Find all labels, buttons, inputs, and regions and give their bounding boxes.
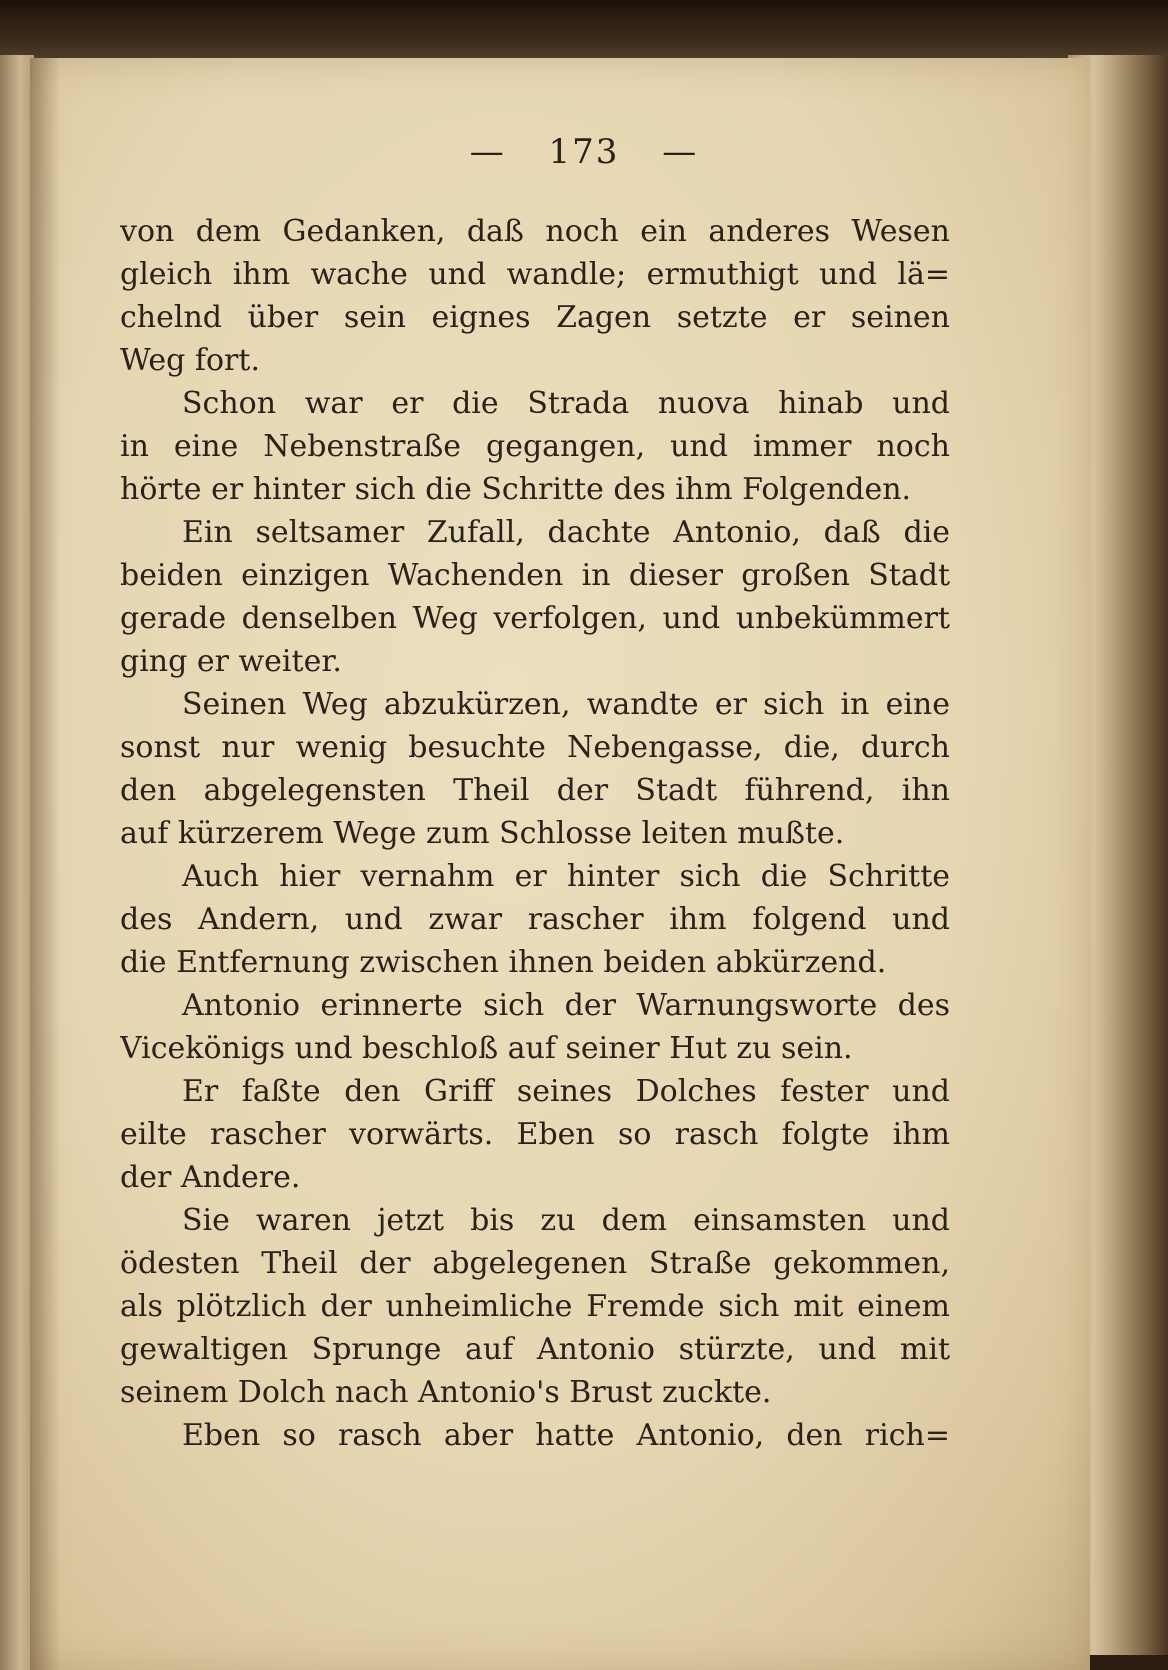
text-line: gewaltigen Sprunge auf Antonio stürzte, und mit — [120, 1332, 950, 1367]
header-dash-right: — — [662, 132, 699, 172]
page-header — [0, 132, 1168, 172]
header-dash-left: — — [469, 132, 506, 172]
text-line: Auch hier vernahm er hinter sich die Schritte — [182, 859, 950, 894]
text-line: Ein seltsamer Zufall, dachte Antonio, daß die — [182, 515, 950, 550]
text-line: in eine Nebenstraße gegangen, und immer noch — [120, 429, 950, 464]
text-line: auf kürzerem Wege zum Schlosse leiten mußte. — [120, 816, 845, 851]
gutter-shadow — [30, 58, 60, 1670]
text-line: Weg fort. — [120, 343, 260, 378]
text-line: des Andern, und zwar rascher ihm folgend und — [120, 902, 950, 937]
facing-page-edge — [0, 55, 34, 1670]
text-line: ödesten Theil der abgelegenen Straße gekommen, — [120, 1246, 950, 1281]
text-line: sonst nur wenig besuchte Nebengasse, die, durch — [120, 730, 950, 765]
text-line: Vicekönigs und beschloß auf seiner Hut zu sein. — [120, 1031, 853, 1066]
text-line: Eben so rasch aber hatte Antonio, den rich= — [182, 1418, 950, 1453]
text-line: seinem Dolch nach Antonio's Brust zuckte. — [120, 1375, 772, 1410]
body-text — [120, 210, 950, 1457]
page-number: 173 — [548, 132, 620, 172]
text-line: der Andere. — [120, 1160, 301, 1195]
text-line: Er faßte den Griff seines Dolches fester und — [182, 1074, 950, 1109]
text-line: eilte rascher vorwärts. Eben so rasch folgte ihm — [120, 1117, 950, 1152]
text-line: Antonio erinnerte sich der Warnungsworte des — [182, 988, 950, 1023]
text-line: beiden einzigen Wachenden in dieser großen Stadt — [120, 558, 950, 593]
text-line: von dem Gedanken, daß noch ein anderes Wesen — [120, 214, 950, 249]
text-line: gerade denselben Weg verfolgen, und unbekümmert — [120, 601, 950, 636]
text-line: den abgelegensten Theil der Stadt führend, ihn — [120, 773, 950, 808]
text-line: chelnd über sein eignes Zagen setzte er seinen — [120, 300, 950, 335]
text-line: gleich ihm wache und wandle; ermuthigt und lä= — [120, 257, 950, 292]
text-line: hörte er hinter sich die Schritte des ihm Folgenden. — [120, 472, 912, 507]
text-line: Schon war er die Strada nuova hinab und — [182, 386, 950, 421]
text-line: die Entfernung zwischen ihnen beiden abkürzend. — [120, 945, 887, 980]
text-line: ging er weiter. — [120, 644, 342, 679]
text-line: Seinen Weg abzukürzen, wandte er sich in eine — [182, 687, 950, 722]
text-line: Sie waren jetzt bis zu dem einsamsten und — [182, 1203, 950, 1238]
text-line: als plötzlich der unheimliche Fremde sich mit einem — [120, 1289, 950, 1324]
